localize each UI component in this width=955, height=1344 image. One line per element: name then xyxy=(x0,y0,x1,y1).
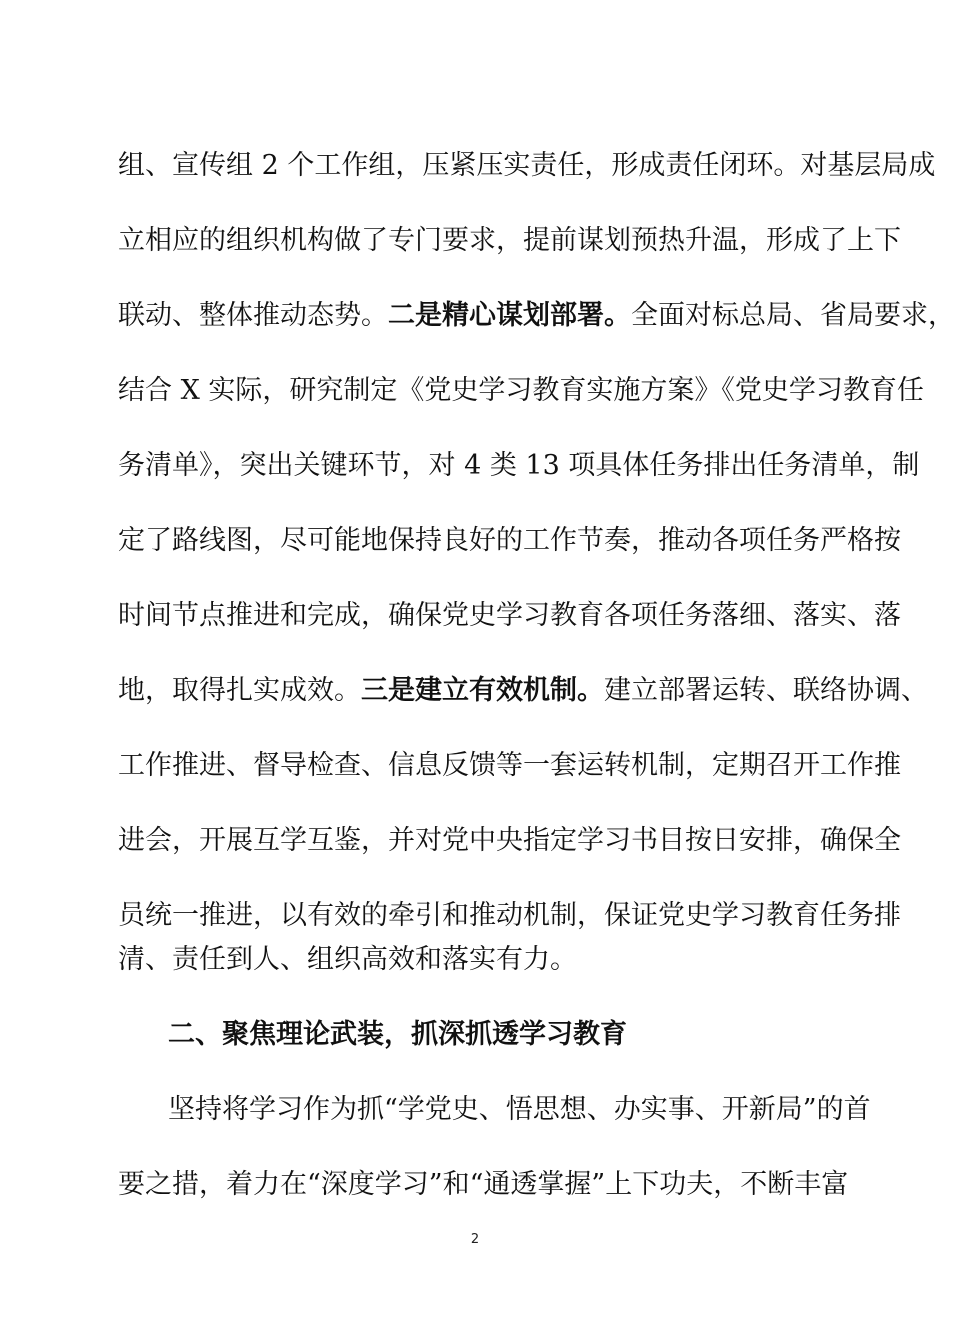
bold-point-label: 二是精心谋划部署。 xyxy=(388,300,631,331)
text-run: 联动、整体推动态势。 xyxy=(118,300,388,331)
body-text-line: 坚持将学习作为抓“学党史、悟思想、办实事、开新局”的首 xyxy=(168,1094,871,1125)
body-text-line: 组、宣传组 2 个工作组，压紧压实责任，形成责任闭环。对基层局成 xyxy=(118,150,936,181)
body-text-line: 定了路线图，尽可能地保持良好的工作节奏，推动各项任务严格按 xyxy=(118,525,901,556)
page-number: 2 xyxy=(470,1232,480,1247)
body-text-line: 时间节点推进和完成，确保党史学习教育各项任务落细、落实、落 xyxy=(118,600,901,631)
body-text-line: 结合 X 实际，研究制定《党史学习教育实施方案》《党史学习教育任 xyxy=(118,375,924,406)
body-text-line: 员统一推进，以有效的牵引和推动机制，保证党史学习教育任务排 xyxy=(118,900,901,931)
body-text-line xyxy=(118,671,928,711)
text-run: 地，取得扎实成效。 xyxy=(118,675,361,706)
body-text-line xyxy=(118,296,955,336)
section-heading: 二、聚焦理论武装，抓深抓透学习教育 xyxy=(168,1019,627,1050)
text-run: 建立部署运转、联络协调、 xyxy=(604,675,928,706)
body-text-line: 进会，开展互学互鉴，并对党中央指定学习书目按日安排，确保全 xyxy=(118,825,901,856)
body-text-line: 工作推进、督导检查、信息反馈等一套运转机制，定期召开工作推 xyxy=(118,750,901,781)
body-text-line: 务清单》，突出关键环节，对 4 类 13 项具体任务排出任务清单，制 xyxy=(118,450,920,481)
body-text-line: 立相应的组织机构做了专门要求，提前谋划预热升温，形成了上下 xyxy=(118,225,901,256)
body-text-line: 清、责任到人、组织高效和落实有力。 xyxy=(118,944,577,975)
bold-point-label: 三是建立有效机制。 xyxy=(361,675,604,706)
body-text-line: 要之措，着力在“深度学习”和“通透掌握”上下功夫，不断丰富 xyxy=(118,1169,849,1200)
text-run: 全面对标总局、省局要求， xyxy=(631,300,955,331)
